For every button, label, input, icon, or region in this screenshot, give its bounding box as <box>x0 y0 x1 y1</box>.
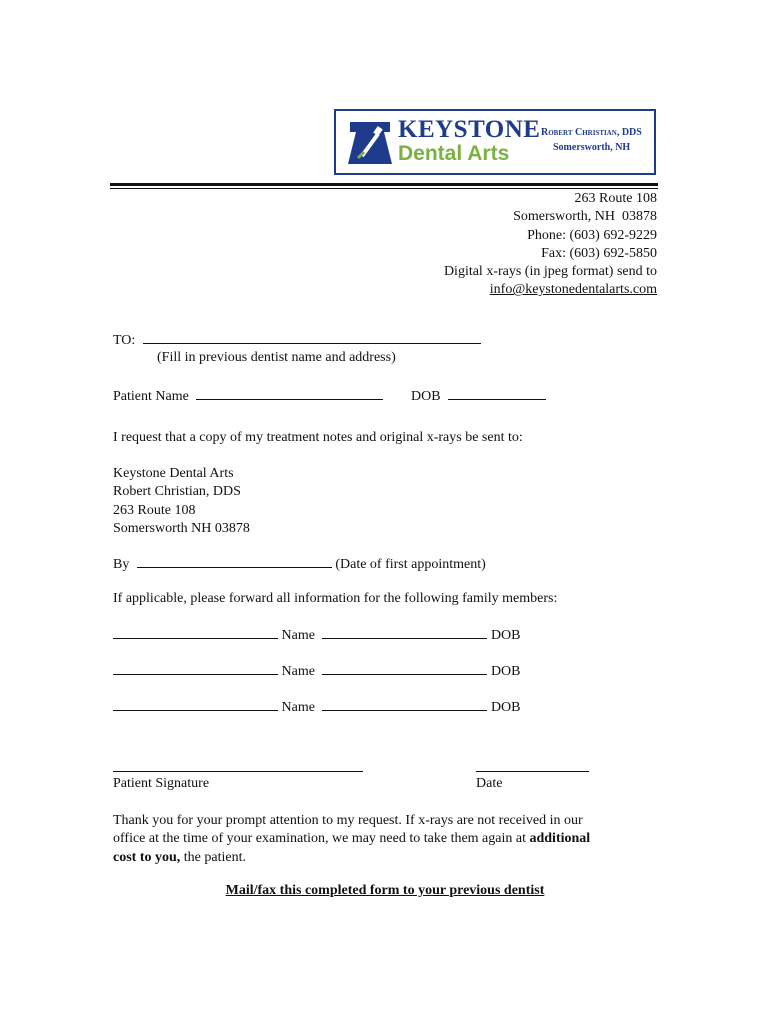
thanks-line2: office at the time of your examination, we may need to take them again at <box>113 831 526 847</box>
recipient-line: 263 Route 108 <box>113 502 196 518</box>
header-rule <box>110 183 658 186</box>
footer-instruction: Mail/fax this completed form to your previous dentist <box>225 883 545 898</box>
thanks-bold2: cost to you, <box>113 849 181 865</box>
family-dob-label: DOB <box>490 628 521 643</box>
to-row <box>113 331 481 349</box>
contact-email-link[interactable]: info@keystonedentalarts.com <box>489 282 657 298</box>
family-row <box>113 662 521 680</box>
by-hint: (Date of first appointment) <box>335 557 486 572</box>
contact-block <box>444 190 657 300</box>
family-dob-label: DOB <box>490 700 521 715</box>
family-text: If applicable, please forward all information for the following family members: <box>113 591 558 606</box>
recipient-line: Keystone Dental Arts <box>113 466 234 481</box>
family-dob-field[interactable] <box>322 626 487 639</box>
header-rule-thin <box>110 188 658 189</box>
logo-city: Somersworth, NH <box>553 142 631 153</box>
contact-phone: Phone: (603) 692-9229 <box>527 227 657 243</box>
by-label: By <box>113 557 130 572</box>
patient-dob-label: DOB <box>411 389 441 404</box>
date-label: Date <box>476 776 503 791</box>
to-field[interactable] <box>143 331 481 344</box>
request-text: I request that a copy of my treatment notes and original x-rays be sent to: <box>113 430 523 445</box>
keystone-tooth-icon <box>344 118 396 168</box>
date-field[interactable] <box>476 771 589 772</box>
family-dob-label: DOB <box>490 664 521 679</box>
logo-brand-line2: Dental Arts <box>398 142 510 165</box>
logo-doctor: Robert Christian, DDS <box>541 127 642 138</box>
thanks-bold1: additional <box>529 831 591 847</box>
contact-street: 263 Route 108 <box>574 191 657 206</box>
logo-brand-line1: KEYSTONE <box>398 116 541 143</box>
family-row <box>113 626 521 644</box>
to-label: TO: <box>113 333 136 348</box>
patient-name-field[interactable] <box>196 387 383 400</box>
recipient-address <box>113 465 250 538</box>
family-name-label: Name <box>281 700 315 715</box>
recipient-line: Somersworth NH 03878 <box>113 520 250 536</box>
thanks-line1: Thank you for your prompt attention to my request. If x-rays are not received in our <box>113 813 583 828</box>
patient-name-label: Patient Name <box>113 389 189 404</box>
contact-fax: Fax: (603) 692-5850 <box>541 245 657 261</box>
family-name-label: Name <box>281 664 315 679</box>
by-row <box>113 555 486 573</box>
thanks-paragraph <box>113 812 653 867</box>
thanks-tail: the patient. <box>183 849 246 865</box>
family-row <box>113 698 521 716</box>
signature-field[interactable] <box>113 771 363 772</box>
recipient-line: Robert Christian, DDS <box>113 484 241 500</box>
to-hint: (Fill in previous dentist name and address) <box>157 350 396 365</box>
patient-dob-field[interactable] <box>448 387 546 400</box>
family-name-field[interactable] <box>113 662 278 675</box>
family-dob-field[interactable] <box>322 698 487 711</box>
patient-dob-row <box>411 387 546 405</box>
contact-city: Somersworth, NH 03878 <box>513 209 657 225</box>
first-appointment-date-field[interactable] <box>137 555 332 568</box>
family-dob-field[interactable] <box>322 662 487 675</box>
family-name-field[interactable] <box>113 626 278 639</box>
family-name-field[interactable] <box>113 698 278 711</box>
practice-logo <box>334 109 656 175</box>
family-name-label: Name <box>281 628 315 643</box>
patient-row <box>113 387 383 405</box>
contact-xray-note: Digital x-rays (in jpeg format) send to <box>443 264 657 280</box>
signature-label: Patient Signature <box>113 776 210 791</box>
